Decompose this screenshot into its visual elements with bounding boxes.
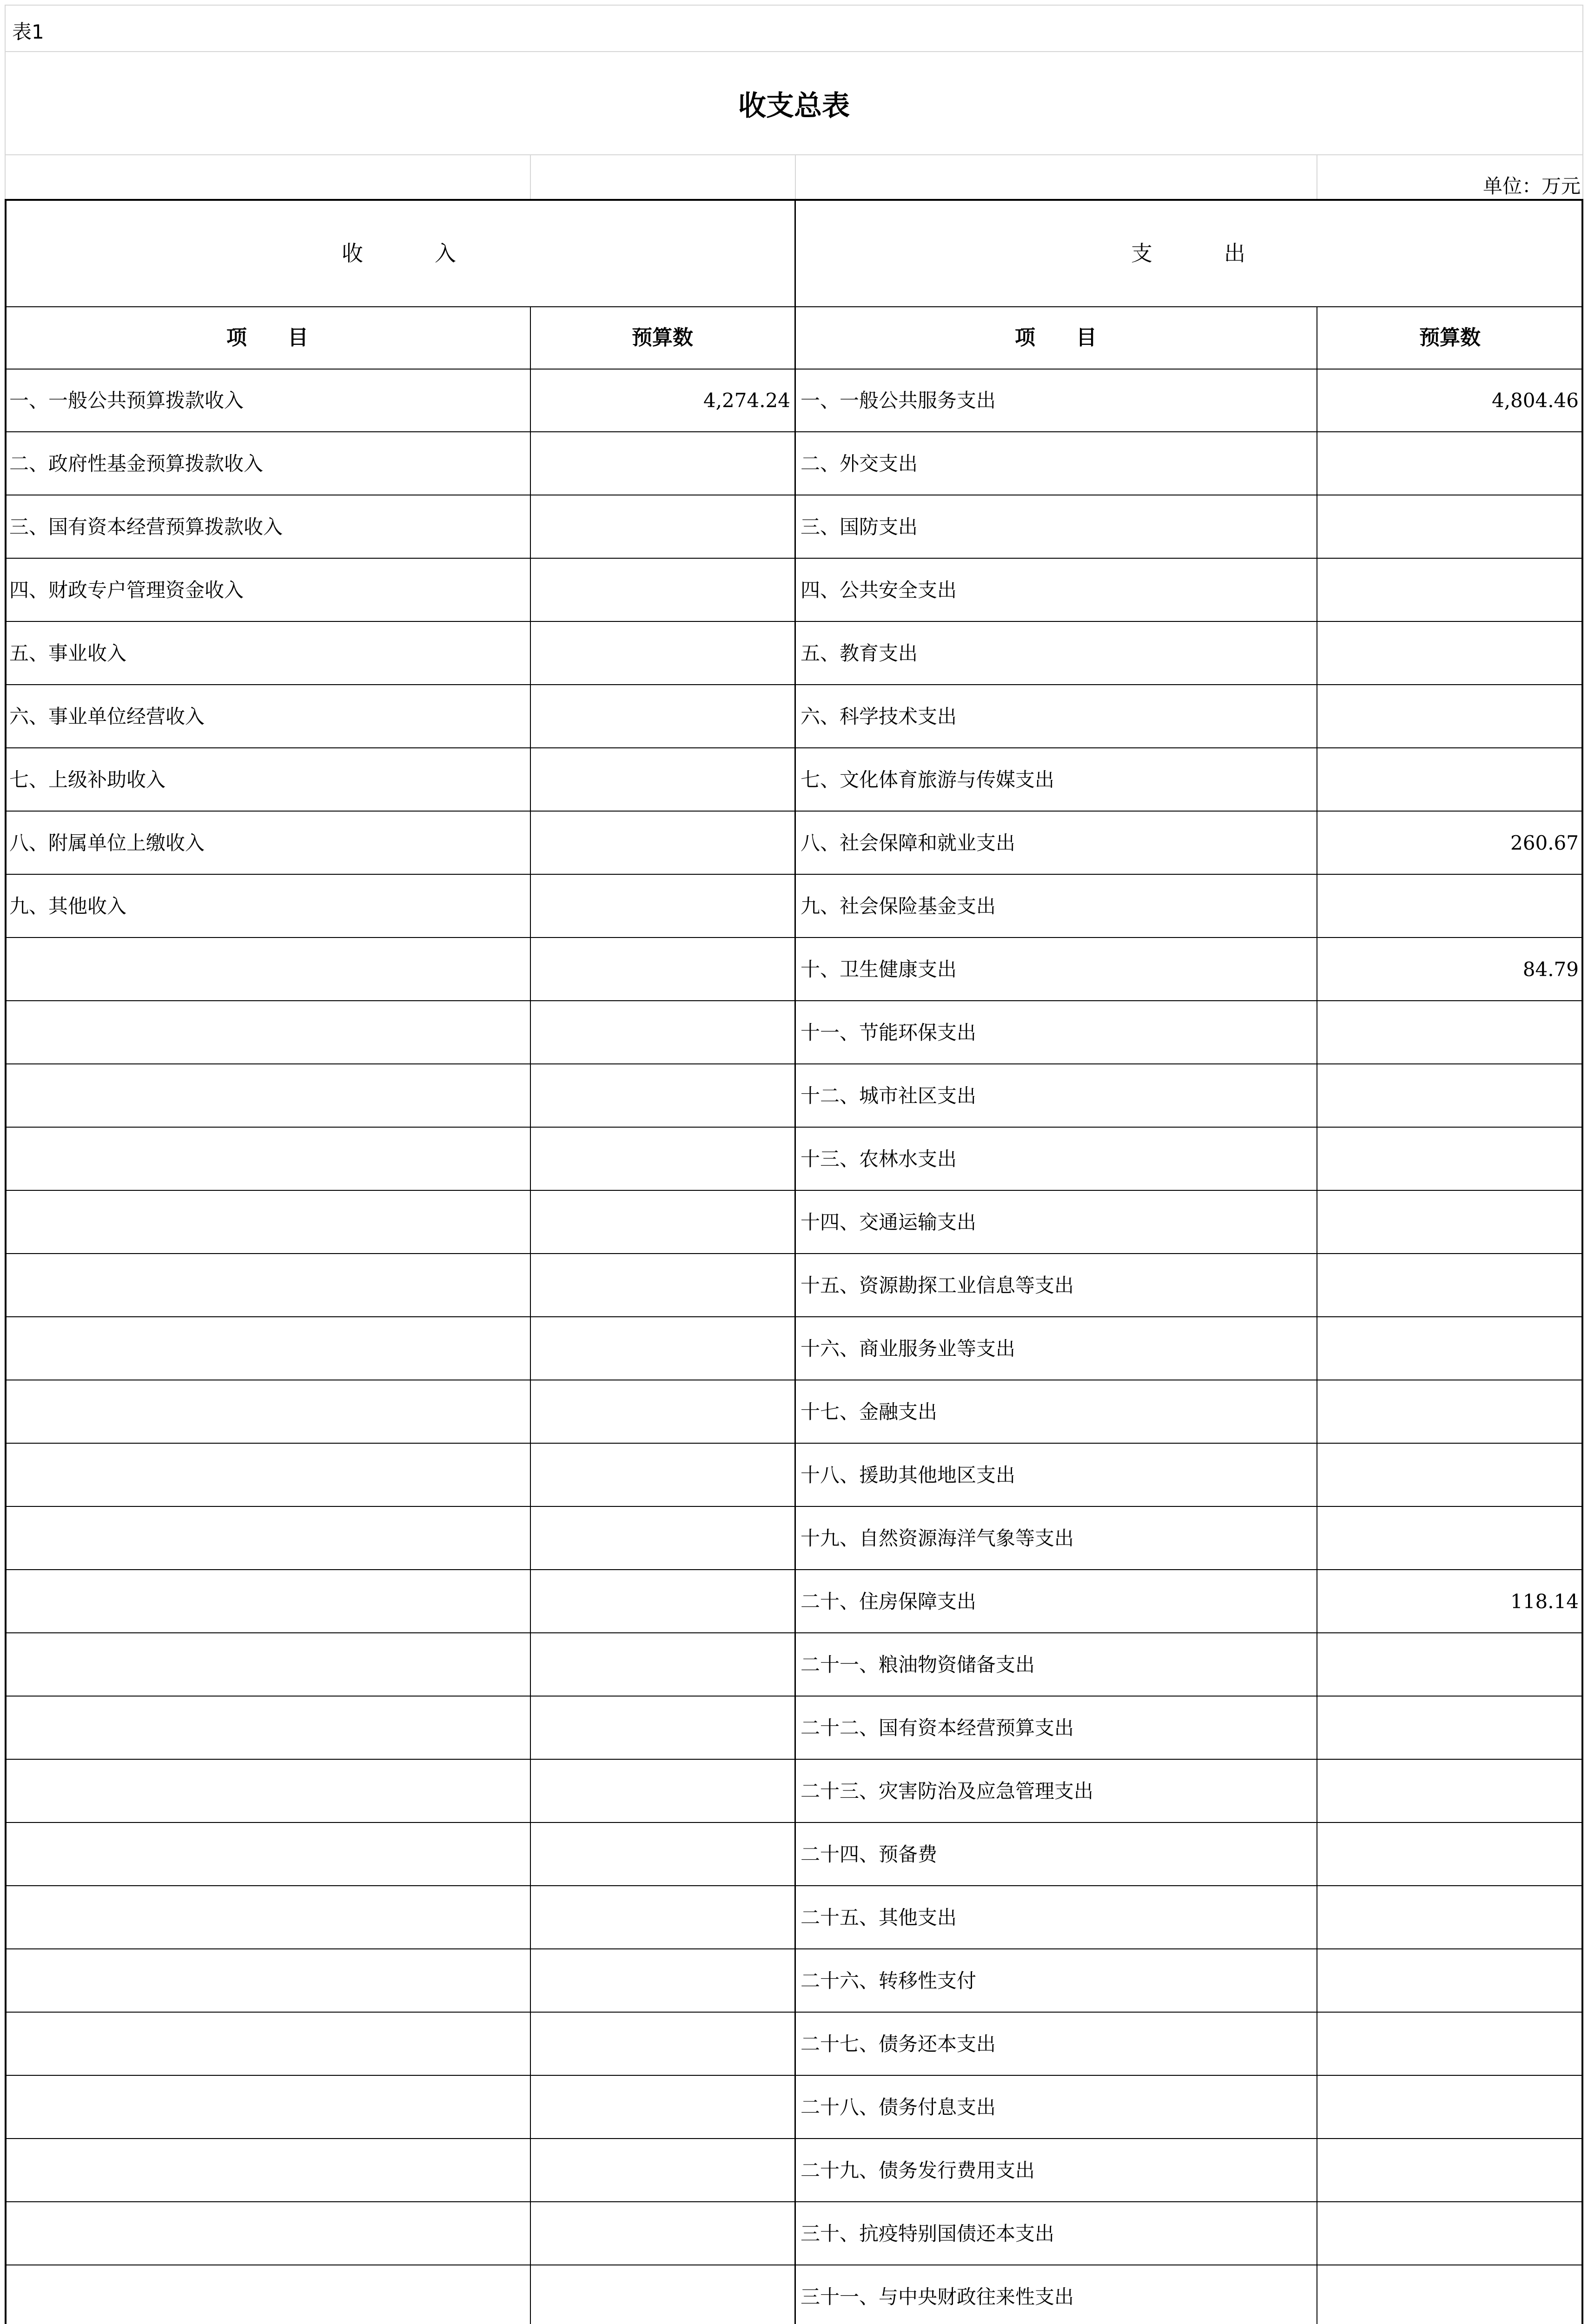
expense-budget-value	[1321, 2013, 1579, 2076]
expense-item-label: 四、公共安全支出	[801, 579, 957, 601]
expense-item-label: 十、卫生健康支出	[801, 958, 957, 981]
expense-budget-value	[1321, 1317, 1579, 1380]
gridline-unit-col2	[795, 154, 796, 200]
income-budget-value	[539, 1254, 790, 1317]
expense-budget-value	[1321, 622, 1579, 685]
income-item-label	[9, 1001, 530, 1064]
expense-item-label: 二十七、债务还本支出	[801, 2033, 996, 2055]
table-row	[5, 875, 1583, 938]
income-item-label	[9, 2265, 530, 2324]
expense-item-label: 三、国防支出	[801, 515, 918, 538]
expense-item-label: 六、科学技术支出	[801, 705, 957, 728]
income-budget-value	[539, 495, 790, 559]
expense-budget-value	[1321, 1886, 1579, 1949]
income-budget-value	[539, 1001, 790, 1064]
table-row	[5, 495, 1583, 559]
table-row	[5, 2202, 1583, 2265]
income-budget-value	[539, 1128, 790, 1191]
income-item-label	[9, 1254, 530, 1317]
gridline-top	[5, 5, 1583, 6]
income-item-label	[9, 1128, 530, 1191]
table-row	[5, 1570, 1583, 1633]
expense-item-label: 十一、节能环保支出	[801, 1021, 977, 1044]
expense-budget-value	[1321, 875, 1579, 938]
expense-budget-value	[1321, 2139, 1579, 2202]
income-item-label: 四、财政专户管理资金收入	[9, 579, 244, 601]
expense-budget-value	[1321, 1191, 1579, 1254]
expense-item-label: 一、一般公共服务支出	[801, 389, 996, 412]
income-budget-value	[539, 2265, 790, 2324]
table-row	[5, 1191, 1583, 1254]
income-budget-value	[539, 2076, 790, 2139]
expense-item-label: 二十六、转移性支付	[801, 1969, 977, 1992]
income-budget-value	[539, 748, 790, 812]
expense-item-label: 二十二、国有资本经营预算支出	[801, 1717, 1074, 1739]
income-item-label: 七、上级补助收入	[9, 768, 166, 791]
expense-budget-value	[1321, 1507, 1579, 1570]
table-row	[5, 1064, 1583, 1128]
expense-item-label: 十七、金融支出	[801, 1400, 938, 1423]
table-row	[5, 748, 1583, 812]
expense-item-label: 十四、交通运输支出	[801, 1211, 977, 1234]
income-budget-header: 预算数	[632, 326, 693, 350]
expense-item-label: 二十五、其他支出	[801, 1906, 957, 1929]
expense-budget-value	[1321, 685, 1579, 748]
expense-budget-header: 预算数	[1419, 326, 1481, 350]
income-item-label	[9, 1570, 530, 1633]
table-row	[5, 1633, 1583, 1697]
income-budget-value	[539, 432, 790, 495]
expense-budget-value	[1321, 2076, 1579, 2139]
table-row	[5, 1001, 1583, 1064]
expense-item-label: 三十、抗疫特别国债还本支出	[801, 2222, 1055, 2245]
table-row	[5, 938, 1583, 1001]
expense-budget-value	[1321, 1001, 1579, 1064]
expense-item-label: 十六、商业服务业等支出	[801, 1337, 1016, 1360]
expense-budget-value	[1321, 495, 1579, 559]
expense-budget-value	[1321, 1823, 1579, 1886]
income-budget-value	[539, 685, 790, 748]
income-budget-value	[539, 1191, 790, 1254]
income-item-label	[9, 938, 530, 1001]
income-item-label: 二、政府性基金预算拨款收入	[9, 452, 264, 475]
expense-budget-value	[1321, 2265, 1579, 2324]
table-row	[5, 1128, 1583, 1191]
income-budget-value	[539, 1507, 790, 1570]
income-budget-value	[539, 1823, 790, 1886]
page-title: 收支总表	[738, 90, 850, 122]
income-item-label	[9, 2202, 530, 2265]
income-item-label: 六、事业单位经营收入	[9, 705, 205, 728]
income-item-label	[9, 2139, 530, 2202]
expense-budget-value: 4,804.46	[1491, 389, 1579, 412]
expense-item-label: 十五、资源勘探工业信息等支出	[801, 1274, 1074, 1297]
income-item-label	[9, 1380, 530, 1444]
expense-item-label: 九、社会保险基金支出	[801, 895, 996, 918]
expense-budget-value	[1321, 2202, 1579, 2265]
table-row	[5, 2265, 1583, 2324]
expense-item-label: 二十、住房保障支出	[801, 1590, 977, 1613]
income-item-label	[9, 1191, 530, 1254]
table-row	[5, 1444, 1583, 1507]
income-budget-value	[539, 1380, 790, 1444]
income-budget-value	[539, 622, 790, 685]
expense-item-label: 五、教育支出	[801, 642, 918, 665]
table-row	[5, 622, 1583, 685]
income-item-label	[9, 1507, 530, 1570]
income-item-label	[9, 2013, 530, 2076]
expense-item-label: 十二、城市社区支出	[801, 1084, 977, 1107]
expense-item-label: 八、社会保障和就业支出	[801, 832, 1016, 854]
income-budget-value	[539, 1697, 790, 1760]
income-budget-value	[539, 1064, 790, 1128]
table-row	[5, 1949, 1583, 2013]
income-budget-value: 4,274.24	[703, 389, 790, 412]
income-item-label: 三、国有资本经营预算拨款收入	[9, 515, 283, 538]
table-row	[5, 685, 1583, 748]
income-budget-value	[539, 2013, 790, 2076]
expense-budget-value	[1321, 1697, 1579, 1760]
expense-item-label: 二十一、粮油物资储备支出	[801, 1653, 1035, 1676]
table-row	[5, 1254, 1583, 1317]
table-row	[5, 2139, 1583, 2202]
table-row	[5, 1697, 1583, 1760]
income-item-label: 九、其他收入	[9, 895, 127, 918]
income-item-label: 五、事业收入	[9, 642, 127, 665]
expense-budget-value	[1321, 1949, 1579, 2013]
table-row	[5, 369, 1583, 432]
expense-item-label: 二、外交支出	[801, 452, 918, 475]
income-item-label	[9, 2076, 530, 2139]
income-item-label	[9, 1697, 530, 1760]
unit-label: 单位：万元	[1482, 175, 1581, 198]
expense-item-header: 项 目	[1015, 326, 1097, 350]
expense-item-label: 二十三、灾害防治及应急管理支出	[801, 1780, 1094, 1802]
table-row	[5, 1380, 1583, 1444]
table-row	[5, 2013, 1583, 2076]
income-budget-value	[539, 1949, 790, 2013]
income-budget-value	[539, 812, 790, 875]
income-budget-value	[539, 559, 790, 622]
income-item-label	[9, 1886, 530, 1949]
income-item-label	[9, 1444, 530, 1507]
table-row	[5, 2076, 1583, 2139]
gridline-unit-top	[5, 154, 1583, 155]
expense-item-label: 十九、自然资源海洋气象等支出	[801, 1527, 1074, 1550]
expense-budget-value	[1321, 1380, 1579, 1444]
income-budget-value	[539, 1760, 790, 1823]
income-budget-value	[539, 1570, 790, 1633]
expense-item-label: 七、文化体育旅游与传媒支出	[801, 768, 1055, 791]
expense-item-label: 二十八、债务付息支出	[801, 2096, 996, 2119]
income-item-label	[9, 1823, 530, 1886]
expense-item-label: 十八、援助其他地区支出	[801, 1464, 1016, 1486]
table-row	[5, 1886, 1583, 1949]
expense-item-label: 二十四、预备费	[801, 1843, 938, 1866]
income-budget-value	[539, 2139, 790, 2202]
table-row	[5, 1823, 1583, 1886]
expense-budget-value	[1321, 1444, 1579, 1507]
expense-item-label: 十三、农林水支出	[801, 1148, 957, 1170]
expense-budget-value: 118.14	[1510, 1590, 1579, 1613]
gridline-title-top	[5, 51, 1583, 52]
income-budget-value	[539, 1886, 790, 1949]
income-budget-value	[539, 1633, 790, 1697]
expense-budget-value	[1321, 1064, 1579, 1128]
income-budget-value	[539, 1444, 790, 1507]
income-item-label	[9, 1064, 530, 1128]
expense-budget-value	[1321, 748, 1579, 812]
income-budget-value	[539, 938, 790, 1001]
income-budget-value	[539, 1317, 790, 1380]
expense-budget-value	[1321, 1633, 1579, 1697]
table-row	[5, 432, 1583, 495]
income-item-label	[9, 1949, 530, 2013]
income-item-label: 一、一般公共预算拨款收入	[9, 389, 244, 412]
expense-budget-value	[1321, 1760, 1579, 1823]
income-item-label	[9, 1760, 530, 1823]
expense-section-header: 支 出	[1131, 241, 1247, 266]
expense-item-label: 三十一、与中央财政往来性支出	[801, 2285, 1074, 2308]
budget-summary-sheet	[5, 5, 1583, 2324]
income-item-label	[9, 1317, 530, 1380]
table-row	[5, 559, 1583, 622]
table-row	[5, 1317, 1583, 1380]
expense-budget-value	[1321, 1128, 1579, 1191]
table-row	[5, 1760, 1583, 1823]
income-item-label: 八、附属单位上缴收入	[9, 832, 205, 854]
expense-budget-value	[1321, 1254, 1579, 1317]
income-item-label	[9, 1633, 530, 1697]
expense-budget-value: 260.67	[1510, 832, 1579, 854]
income-section-header: 收 入	[342, 241, 458, 266]
gridline-unit-col1	[530, 154, 531, 200]
sheet-tag: 表1	[12, 20, 44, 43]
table-row	[5, 812, 1583, 875]
expense-item-label: 二十九、债务发行费用支出	[801, 2159, 1035, 2182]
expense-budget-value: 84.79	[1522, 958, 1579, 981]
expense-budget-value	[1321, 559, 1579, 622]
income-budget-value	[539, 875, 790, 938]
expense-budget-value	[1321, 432, 1579, 495]
table-row	[5, 1507, 1583, 1570]
income-item-header: 项 目	[226, 326, 308, 350]
income-budget-value	[539, 2202, 790, 2265]
